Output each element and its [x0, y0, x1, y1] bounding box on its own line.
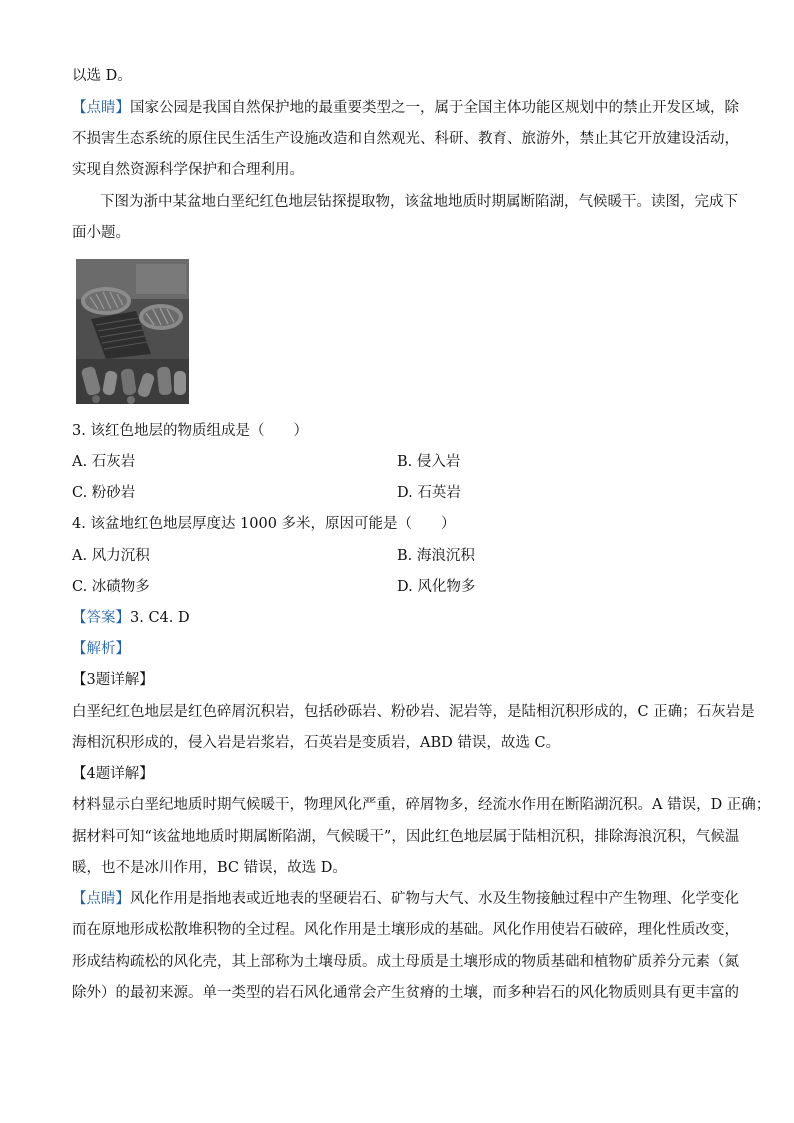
- q3-option-d: D. 石英岩: [397, 485, 461, 501]
- detail-4-line-3: 暖，也不是冰川作用，BC 错误，故选 D。: [72, 860, 347, 876]
- analysis-tag: 【解析】: [72, 641, 130, 657]
- detail-3-line-2: 海相沉积形成的，侵入岩是岩浆岩，石英岩是变质岩，ABD 错误，故选 C。: [72, 735, 561, 751]
- answer-tag: 【答案】: [72, 610, 130, 626]
- answer-line: [72, 608, 190, 628]
- q3-option-a: A. 石灰岩: [72, 454, 136, 470]
- note-1-line-1: [72, 98, 739, 118]
- detail-3-line-1: 白垩纪红色地层是红色碎屑沉积岩，包括砂砾岩、粉砂岩、泥岩等，是陆相沉积形成的，C 正确；石灰岩是: [72, 704, 755, 720]
- drill-core-photo: [76, 259, 189, 404]
- answer-text: 3. C4. D: [130, 610, 190, 626]
- detail-4-tag: 【4题详解】: [72, 766, 154, 782]
- q4-option-d: D. 风化物多: [397, 579, 476, 595]
- q4-option-c: C. 冰碛物多: [72, 579, 150, 595]
- material-line-1: 下图为浙中某盆地白垩纪红色地层钻探提取物，该盆地地质时期属断陷湖，气候暖干。读图，完成下: [100, 194, 738, 210]
- note-2-tag: 【点睛】: [72, 891, 130, 907]
- q3-option-b: B. 侵入岩: [397, 454, 461, 470]
- q4-option-a: A. 风力沉积: [72, 548, 150, 564]
- note-1-line-2: 不损害生态系统的原住民生活生产设施改造和自然观光、科研、教育、旅游外，禁止其它开放建设活动，: [72, 131, 739, 147]
- detail-3-tag: 【3题详解】: [72, 672, 154, 688]
- q3-stem: 3. 该红色地层的物质组成是（ ）: [72, 423, 308, 439]
- note-tag: 【点睛】: [72, 100, 130, 116]
- note-text: 国家公园是我国自然保护地的最重要类型之一，属于全国主体功能区规划中的禁止开发区域，除: [130, 100, 739, 116]
- detail-4-line-1: 材料显示白垩纪地质时期气候暖干，物理风化严重，碎屑物多，经流水作用在断陷湖沉积。A 错误，D 正确；: [72, 797, 771, 813]
- detail-4-line-2: 据材料可知“该盆地地质时期属断陷湖，气候暖干”，因此红色地层属于陆相沉积，排除海浪沉积，气候温: [72, 829, 740, 845]
- note-1-line-3: 实现自然资源科学保护和合理利用。: [72, 162, 304, 178]
- note-2-line-3: 形成结构疏松的风化壳，其上部称为土壤母质。成土母质是土壤形成的物质基础和植物矿质养分元素（氮: [72, 954, 739, 970]
- note-2-line-2: 而在原地形成松散堆积物的全过程。风化作用是土壤形成的基础。风化作用使岩石破碎，理化性质改变，: [72, 922, 739, 938]
- material-line-2: 面小题。: [72, 225, 130, 241]
- q4-stem: 4. 该盆地红色地层厚度达 1000 多米，原因可能是（ ）: [72, 516, 456, 532]
- note-2-line-4: 除外）的最初来源。单一类型的岩石风化通常会产生贫瘠的土壤，而多种岩石的风化物质则具有更丰富的: [72, 985, 739, 1001]
- text-line-1: 以选 D。: [72, 68, 132, 84]
- note-2-text: 风化作用是指地表或近地表的坚硬岩石、矿物与大气、水及生物接触过程中产生物理、化学变化: [130, 891, 739, 907]
- note-2-line-1: [72, 889, 739, 909]
- drill-core-image: [76, 259, 189, 404]
- q3-option-c: C. 粉砂岩: [72, 485, 136, 501]
- q4-option-b: B. 海浪沉积: [397, 548, 475, 564]
